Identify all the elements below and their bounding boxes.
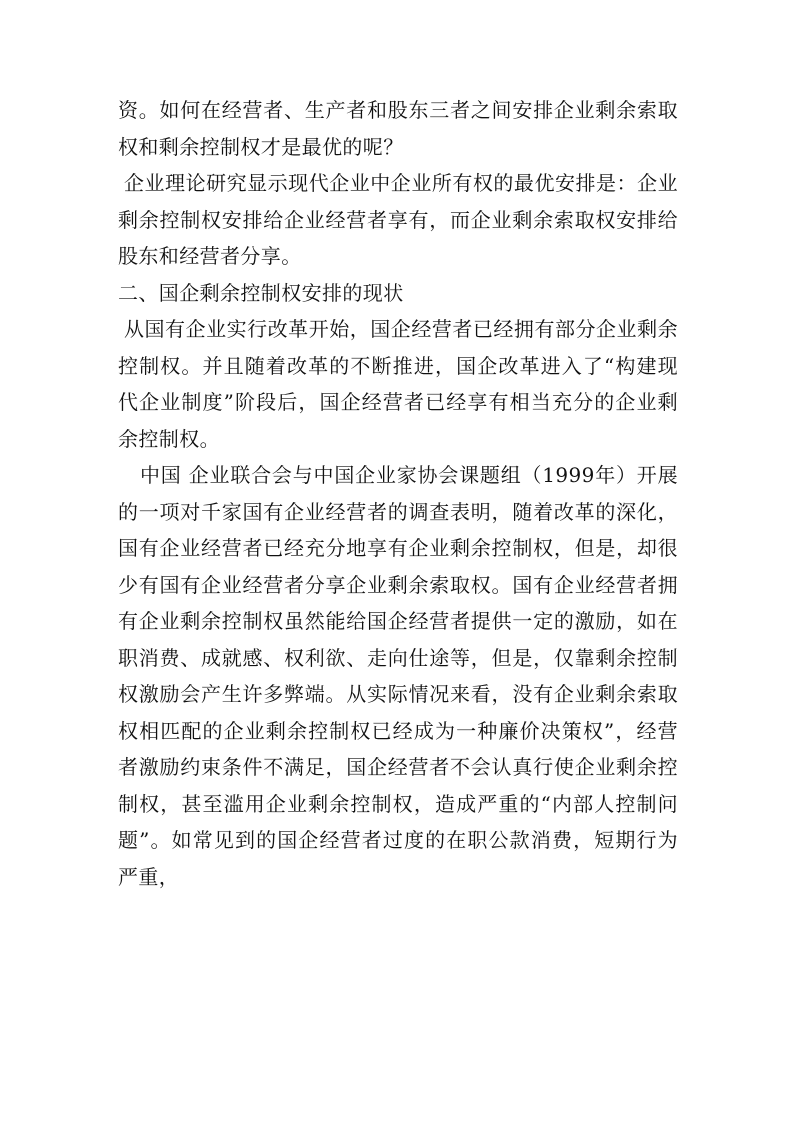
paragraph-survey-findings: 中国 企业联合会与中国企业家协会课题组（1999年）开展的一项对千家国有企业经营者的调查表明，随着改革的深化，国有企业经营者已经充分地享有企业剩余控制权，但是，却很少有国有企业经营者分享企业剩余索取权。国有企业经营者拥有企业剩余控制权虽然能给国企经营者提供一定的激励，如在职消费、成就感、权利欲、走向仕途等，但是，仅靠剩余控制权激励会产生许多弊端。从实际情况来看，没有企业剩余索取权相匹配的企业剩余控制权已经成为一种廉价决策权”，经营者激励约束条件不满足，国企经营者不会认真行使企业剩余控制权，甚至滥用企业剩余控制权，造成严重的“内部人控制问题”。如常见到的国企经营者过度的在职公款消费，短期行为严重， [118,463,678,889]
paragraph-ownership-theory: 企业理论研究显示现代企业中企业所有权的最优安排是：企业剩余控制权安排给企业经营者享有，而企业剩余索取权安排给股东和经营者分享。 [118,171,678,268]
section-heading: 二、国企剩余控制权安排的现状 [118,280,404,305]
document-body [118,92,678,895]
paragraph-reform-status: 从国有企业实行改革开始，国企经营者已经拥有部分企业剩余控制权。并且随着改革的不断推进，国企改革进入了“构建现代企业制度”阶段后，国企经营者已经享有相当充分的企业剩余控制权。 [118,317,678,451]
paragraph-continuation: 资。如何在经营者、生产者和股东三者之间安排企业剩余索取权和剩余控制权才是最优的呢？ [118,98,678,159]
